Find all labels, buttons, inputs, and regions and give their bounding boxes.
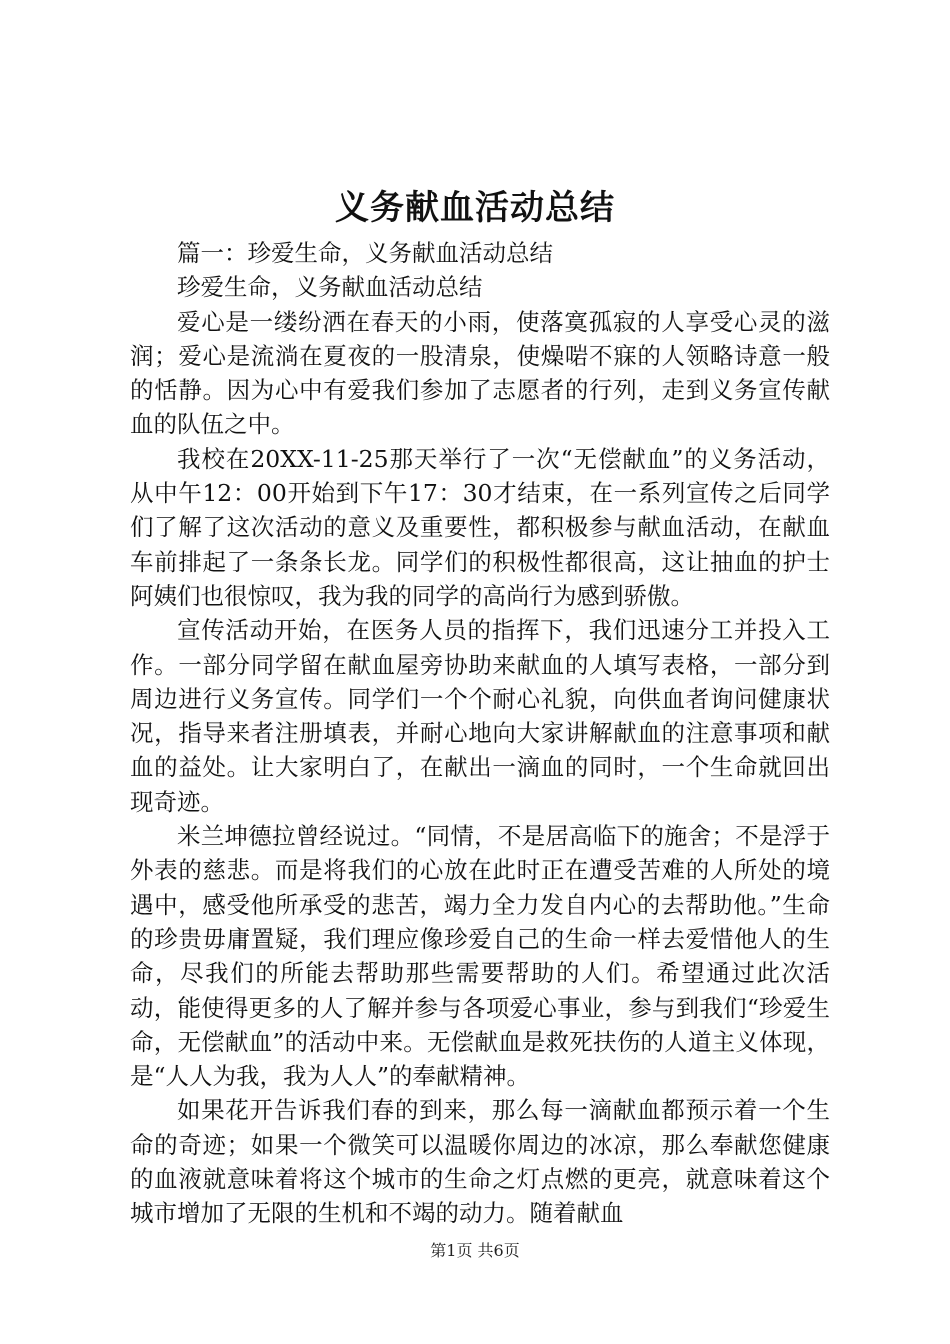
- paragraph: 爱心是一缕纷洒在春天的小雨，使落寞孤寂的人享受心灵的滋润；爱心是流淌在夏夜的一股清泉，使燥啱不寐的人领略诗意一般的恬静。因为心中有爱我们参加了志愿者的行列，走到义务宣传献血的队伍之中。: [130, 307, 830, 439]
- paragraph: 宣传活动开始，在医务人员的指挥下，我们迅速分工并投入工作。一部分同学留在献血屋旁协助来献血的人填写表格，一部分到周边进行义务宣传。同学们一个个耐心礼貌，向供血者询问健康状况，指导来者注册填表，并耐心地向大家讲解献血的注意事项和献血的益处。让大家明白了，在献出一滴血的同时，一个生命就回出现奇迹。: [130, 616, 830, 816]
- paragraph: 米兰坤德拉曾经说过。“同情，不是居高临下的施舍；不是浮于外表的慈悲。而是将我们的心放在此时正在遭受苦难的人所处的境遇中，感受他所承受的悲苦，竭力全力发自内心的去帮助他。”生命的珍贵毋庸置疑，我们理应像珍爱自己的生命一样去爱惜他人的生命，尽我们的所能去帮助那些需要帮助的人们。希望通过此次活动，能使得更多的人了解并参与各项爱心事业，参与到我们“珍爱生命，无偿献血”的活动中来。无偿献血是救死扶伤的人道主义体现，是“人人为我，我为人人”的奉献精神。: [130, 822, 830, 1091]
- page-footer: 第1页 共6页: [430, 1241, 520, 1260]
- document-body: [130, 236, 830, 1231]
- paragraph: 我校在20XX-11-25那天举行了一次“无偿献血”的义务活动，从中午12：00开始到下午17：30才结束，在一系列宣传之后同学们了解了这次活动的意义及重要性，都积极参与献血活动，在献血车前排起了一条条长龙。同学们的积极性都很高，这让抽血的护士阿姨们也很惊叹，我为我的同学的高尚行为感到骄傲。: [130, 444, 830, 610]
- paragraph: 如果花开告诉我们春的到来，那么每一滴献血都预示着一个生命的奇迹；如果一个微笑可以温暖你周边的冰凉，那么奉献您健康的血液就意味着将这个城市的生命之灯点燃的更亮，就意味着这个城市增加了无限的生机和不竭的动力。随着献血: [130, 1096, 830, 1228]
- section-subheading: 珍爱生命，义务献血活动总结: [177, 273, 483, 302]
- section-heading: 篇一：珍爱生命，义务献血活动总结: [177, 239, 553, 267]
- document-title: 义务献血活动总结: [335, 188, 615, 228]
